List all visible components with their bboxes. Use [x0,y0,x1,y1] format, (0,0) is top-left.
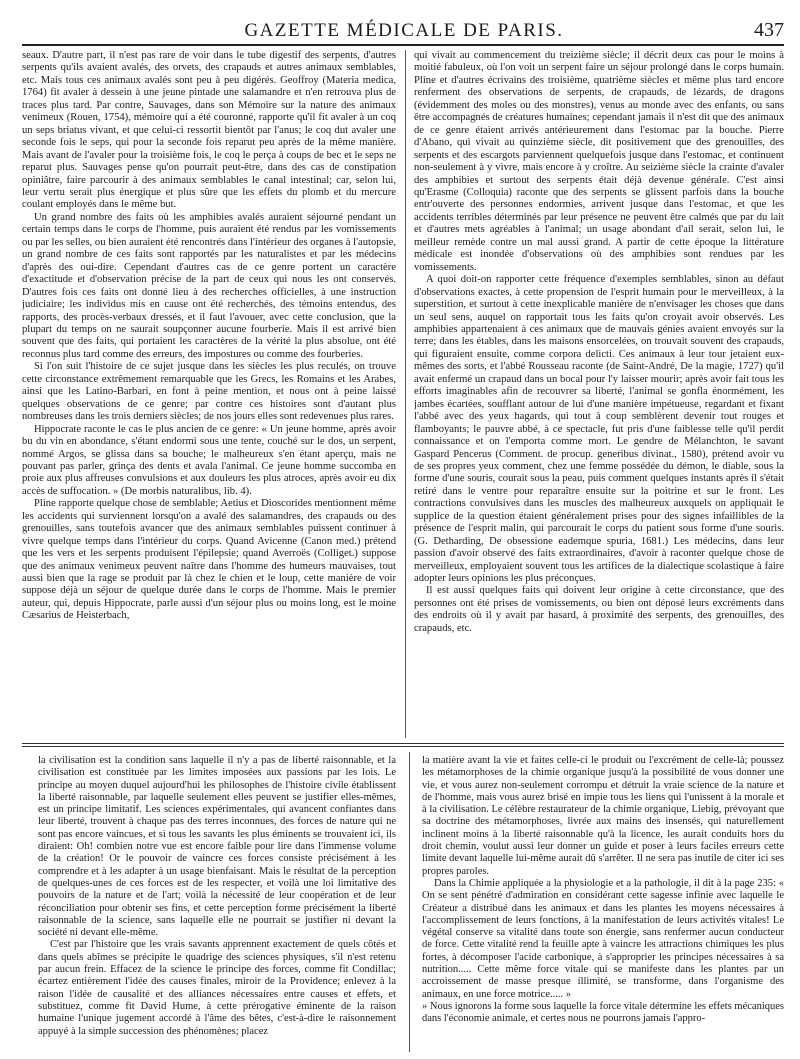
paragraph: la matière avant la vie et faites celle-ci le produit ou l'excrément de celle-là; poussez les métamorphoses de la chimie organique jusqu'à la possibilité de vous donner une vie, et vous aurez non-seulement corrompu et détruit la vraie science de la nature et de l'homme, mais vous aurez brisé en impie tous les liens qui l'unissent à la morale et à la civilisation. Le célèbre restaurateur de la chimie organique, Liebig, prévoyant que sa doctrine des métamorphoses, livrée aux mains des insensés, qui naturellement inclinent moins à la liberté raisonnable qu'à la licence, les aurait conduits hors du droit chemin, voulut aussi leur donner un guide et poser à leurs faciles erreurs cette limite devant laquelle lui-même aurait dû s'arrêter. Il ne sera pas inutile de citer ici ses propres paroles. [422,755,784,877]
upper-left-column [22,50,396,740]
paragraph: seaux. D'autre part, il n'est pas rare de voir dans le tube digestif des serpents, d'autres serpents qu'ils avaient avalés, des orvets, des crapauds et autres animaux semblables, etc. Mais tous ces animaux avalés sont peu à peu digérés. Geoffroy (Materia medica, 1764) fit avaler à dessein à une jeune pintade une salamandre et n'en retrouva plus de traces plus tard. Par contre, Sauvages, dans son Mémoire sur la nature des animaux venimeux (Rouen, 1754), mémoire qui a été couronné, rapporte qu'il fit avaler à un coq un seps briatus vivant, et que celui-ci ressortit bientôt par l'anus; le coq dut avaler une seconde fois le seps, qui pour la seconde fois reparut peu après de la même manière. Mais avant de l'avaler pour la troisième fois, le coq le perça à coups de bec et le seps ne reparut plus. Sauvages pense qu'on pourrait peut-être, dans des cas de constipation opiniâtre, faire parcourir à des animaux semblables le canal intestinal; car, selon lui, leur vertu serait plus énergique et plus sûre que les effets du plomb et du mercure coulant employés dans le même but. [22,50,396,211]
paragraph: » Nous ignorons la forme sous laquelle la force vitale détermine les effets mécaniques dans l'économie animale, et certes nous ne pourrons jamais l'appro- [422,1000,784,1025]
paragraph: Hippocrate raconte le cas le plus ancien de ce genre: « Un jeune homme, après avoir bu du vin en abondance, s'étant endormi sous une tente, couché sur le dos, un serpent, nommé Argos, se glissa dans sa bouche; le malheureux s'en étant aperçu, mais ne pouvant pas parler, grinça des dents et avala l'animal. Ce jeune homme succomba en proie aux plus affreuses convulsions et aux douleurs les plus atroces, après avoir eu dix accès de suffocation. » (De morbis naturalibus, lib. 4). [22,423,396,497]
lower-left-column [38,755,396,1055]
paragraph: A quoi doit-on rapporter cette fréquence d'exemples semblables, sinon au défaut d'observations exactes, à cette propension de l'esprit humain pour le merveilleux, à la superstition, et surtout à cette inexplicable manière de n'envisager les choses que dans un seul sens, auquel on rapportait tous les faits qu'on croyait avoir observés. Les amphibies appartenaient à ces animaux que de mauvais génies avaient envoyés sur la terre; dans les étables, dans les maisons ensorcelées, on trouvait souvent des crapauds, qui figuraient ensuite, comme corpora delicti. Ces animaux à leur tour jetaient eux-mêmes des sorts, et l'abbé Rousseau raconte (de Saint-André, De la magie, 1727) qu'il avait enfermé un crapaud dans un bocal pour l'y laisser mourir; après avoir fait tous les efforts imaginables afin de recouvrer sa liberté, l'animal se gonfla énormément, les jambes écartées, soufflant autour de lui d'une manière impétueuse, regardant et fixant l'abbé avec des yeux hagards, qui tout à coup semblèrent devenir tout rouges et flamboyants; le pauvre abbé, à ce spectacle, fut pris d'une faiblesse telle qu'il perdit connaissance et on l'emporta comme mort. Le gendre de Mélanchton, le savant Gaspard Pencerus (Comment. de procup. generibus divinat., 1580), prétend avoir vu de ses propres yeux comment, chez une femme possédée du démon, le diable, sous la forme d'une souris, courait sous la peau, puis comment quelques instants après il s'était retiré dans le ventre pour reparaître ensuite sur la poitrine et sur le front. Les contractions convulsives dans les muscles des malheureux auxquels on appliquait le supplice de la question étaient généralement prises pour des signes infaillibles de la présence de l'esprit malin, qui parcourait le corps du patient sous forme d'une souris. (G. Detharding, De obsessione eademque spuria, 1681.) Les médecins, dans leur passion d'avoir observé des faits extraordinaires, d'avoir à raconter quelque chose de merveilleux, employaient souvent tous les artifices de la dialectique scolastique à faire adopter leurs opinions les plus préconçues. [414,274,784,585]
column-divider-lower [409,752,410,1052]
paragraph: C'est par l'histoire que les vrais savants apprennent exactement de quels côtés et dans quels abîmes se précipite le quadrige des sciences physiques, s'il n'est retenu par aucun frein. Effacez de la science le principe des forces, comme fit Condillac; écartez entièrement l'idée des causes finales, miroir de la Providence; enlevez à la raison l'idée de causalité et des alliances nécessaires entre causes et effets, et substituez, comme fit David Hume, à cette prérogative éminente de la raison humaine l'unique jugement accordé à l'âme des bêtes, c'est-à-dire le raisonnement appuyé à la simple succession des phénomènes; placez [38,939,396,1037]
column-divider [405,50,406,738]
paragraph: qui vivait au commencement du treizième siècle; il décrit deux cas pour le moins à moitié fabuleux, où l'on voit un serpent faire un séjour prolongé dans le corps humain. Pline et d'autres écrivains des troisième, quatrième siècles et même plus tard encore renferment des observations de serpents, de crapauds, de lézards, de dragons (évidemment des moles ou des monstres), venus au monde avec des enfants, ou sans être accompagnés de créatures humaines; cependant jamais il n'est dit que des animaux de ce genre étaient arrivés antérieurement dans l'estomac par la bouche. Pierre d'Abano, qui vivait au quinzième siècle, dit positivement que des grenouilles, des serpents et des escargots parviennent quelquefois jusque dans l'estomac, et continuent non-seulement à y vivre, mais encore à y croître. Au seizième siècle la crainte d'avaler des amphibies et surtout des serpents était déjà devenue générale. C'est ainsi qu'Erasme (Colloquia) raconte que des serpents se glissent parfois dans la bouche entr'ouverte des personnes endormies, arrivent jusque dans l'estomac, et que les accidents terribles déterminés par leur présence ne peuvent être calmés que par du lait et d'autres mets agréables à l'animal; un usage abondant d'ail serait, selon lui, le meilleur remède contre un mal aussi grand. A partir de cette époque la littérature médicale est inondée d'observations où des amphibies sont rendues par les vomissements. [414,50,784,273]
page-number: 437 [754,19,784,41]
section-divider [22,743,784,744]
page-header [24,18,784,44]
lower-right-column [422,755,784,1055]
paragraph: Pline rapporte quelque chose de semblable; Aetius et Dioscorides mentionnent même les accidents qui surviennent lorsqu'on a avalé des salamandres, des crapauds ou des grenouilles, sans toutefois avancer que des animaux semblables puissent continuer à vivre quelque temps dans l'intérieur du corps. Quand Avicenne (Canon med.) prétend que les vers et les serpents produisent l'épilepsie; quand Averroës (Colliget.) suppose que des animaux venimeux peuvent naître dans l'homme des humeurs mauvaises, tout aussi bien que la rage se produit par là chez le chien et le loup, cette manière de voir suppose déjà un séjour de quelque durée dans le corps de l'homme. Mais le premier auteur, qui, depuis Hippocrate, parle aussi d'un séjour plus ou moins long, est le moine Cæsarius de Heisterbach, [22,498,396,622]
section-divider-double [22,746,784,747]
paragraph: Si l'on suit l'histoire de ce sujet jusque dans les siècles les plus reculés, on trouve cette circonstance extrêmement remarquable que les Grecs, les Romains et les Arabes, ainsi que les Latino-Barbari, en font à peine mention, et nous ont à peine laissé quelques observations de ce genre; par contre ces histoires sont d'autant plus nombreuses dans les trois derniers siècles; de nos jours elles sont redevenues plus rares. [22,361,396,423]
paragraph: Un grand nombre des faits où les amphibies avalés auraient séjourné pendant un certain temps dans le corps de l'homme, puis auraient été rendus par les vomissements ou par les selles, ou bien auraient été rencontrés dans l'intérieur des organes à l'autopsie, un grand nombre de ces faits sont rapportés par les naturalistes et par les médecins d'après des oui-dire. Cependant d'autres cas de ce genre portent un caractère d'exactitude et d'observation précise de la part de ceux qui nous les ont conservés. D'autres fois ces faits ont donné lieu à des recherches officielles, à une instruction judiciaire; les individus mis en cause ont été recherchés, des témoins entendus, des rapports, des procès-verbaux dressés, et il faut l'avouer, avec cette conclusion, que la plupart du temps on ne saurait soupçonner aucune fourberie. Mais il est arrivé bien souvent que des faits, qui portaient les caractères de la vérité la plus absolue, ont été reconnus plus tard comme des erreurs, des impostures ou comme des fourberies. [22,211,396,360]
journal-title: GAZETTE MÉDICALE DE PARIS. [244,20,564,41]
paragraph: la civilisation est la condition sans laquelle il n'y a pas de liberté raisonnable, et la civilisation est constituée par les limites imposées aux passions par les lois. Le principe au moyen duquel aujourd'hui les philosophes de l'histoire civile établissent la liberté raisonnable, par laquelle seulement elles peuvent se justifier elles-mêmes, est un principe limitatif. Les sciences expérimentales, qui avancent confiantes dans leur liberté, trouvent à chaque pas des terres inconnues, des forces de nature qui ne sont pas encore vaincues, et si tous les savants les plus éminents se trouvaient ici, ils diraient: Oh! combien notre vue est encore faible pour lire dans l'immense volume de la création! Or le pouvoir de vaincre ces forces consiste précisément à les comprendre et à les adapter à un usage bienfaisant. Mais le résultat de la perception de quelques-unes de ces forces est de les respecter, et voilà une loi limitative des pouvoirs de la nature et de l'art; voilà la nécessité de leur coopération et de leur réconciliation pour obtenir ses fins, et cette perception forme précisément la liberté raisonnable de la science, sans laquelle elle ne pourrait se justifier ni devant la société ni devant elle-même. [38,755,396,939]
upper-right-column [414,50,784,740]
paragraph: Il est aussi quelques faits qui doivent leur origine à cette circonstance, que des personnes ont été prises de vomissements, ou bien ont déposé leurs excréments dans des endroits où il y avait par hasard, à proximité des serpents, des grenouilles, des crapauds, etc. [414,585,784,634]
header-rule [22,44,784,46]
paragraph: Dans la Chimie appliquée a la physiologie et a la pathologie, il dit à la page 235: « On se sent pénétré d'admiration en considérant cette sagesse infinie avec laquelle le Créateur a distribué dans les animaux et dans les plantes les moyens nécessaires à l'accomplissement de leurs fonctions, à la manifestation de leurs activités vitales! Le végétal conserve sa vitalité dans toute son énergie, sans renfermer aucun conducteur de force. Cette vitalité rend la feuille apte à vaincre les attractions chimiques les plus fortes, à décomposer l'acide carbonique, à s'approprier les principes nécessaires à sa nutrition..... Cette même force vitale qui se manifeste dans les plantes par un accroissement de masse presque illimité, se transforme, dans l'organisme des animaux, en une force motrice..... » [422,877,784,1000]
